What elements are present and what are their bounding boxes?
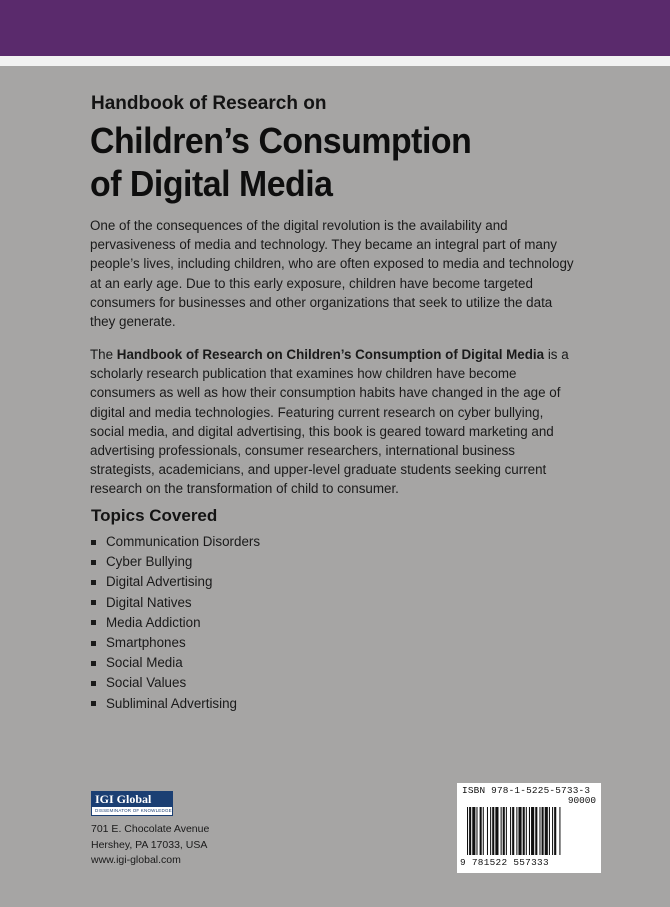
bullet-icon: [91, 560, 96, 565]
publisher-address: [91, 822, 209, 869]
address-street: 701 E. Chocolate Avenue: [91, 823, 210, 835]
isbn-text: ISBN 978-1-5225-5733-3: [462, 785, 591, 796]
description-paragraph-2: [90, 345, 580, 499]
topic-label: Media Addiction: [106, 614, 201, 630]
paragraph2-book-title: Handbook of Research on Children’s Consumption of Digital Media: [116, 347, 545, 362]
topics-heading: Topics Covered: [91, 506, 218, 525]
topic-item: [91, 613, 260, 633]
topic-item: [91, 673, 260, 693]
paragraph2-prefix: The: [90, 347, 117, 362]
topic-label: Smartphones: [106, 634, 186, 650]
topic-label: Communication Disorders: [106, 534, 261, 549]
publisher-logo: [91, 791, 173, 816]
topics-list: [91, 532, 260, 714]
barcode-number: 9 781522 557333: [460, 857, 549, 868]
pre-title: Handbook of Research on: [91, 93, 327, 114]
book-title: [90, 119, 471, 205]
topic-item: [91, 552, 260, 572]
separator-stripe: [0, 56, 670, 66]
bullet-icon: [91, 661, 96, 666]
address-city: Hershey, PA 17033, USA: [91, 838, 208, 851]
title-line-1: Children’s Consumption: [90, 120, 472, 161]
barcode-bars: [467, 807, 591, 855]
topic-item: [91, 532, 260, 552]
bullet-icon: [91, 701, 96, 706]
bullet-icon: [91, 681, 96, 686]
bullet-icon: [91, 540, 96, 545]
publisher-website: www.igi-global.com: [91, 854, 181, 866]
bullet-icon: [91, 620, 96, 625]
description-paragraph-1: One of the consequences of the digital revolution is the availability and pervasiveness of media and technology. They became an integral part of many people’s lives, including children, who are often exposed to media and technology at an early age. Due to this early exposure, children have become targeted consumers for businesses and other organizations that seek to utilize the data they generate.: [90, 218, 574, 330]
topic-label: Social Values: [106, 675, 187, 691]
logo-name: IGI Global: [92, 792, 172, 807]
topic-item: [91, 572, 260, 592]
logo-tagline: DISSEMINATOR OF KNOWLEDGE: [95, 808, 172, 813]
bullet-icon: [91, 600, 96, 605]
topic-label: Cyber Bullying: [106, 554, 193, 570]
topic-item: [91, 593, 260, 613]
bullet-icon: [91, 641, 96, 646]
topic-label: Digital Advertising: [106, 574, 213, 590]
bullet-icon: [91, 580, 96, 585]
price-code: 90000: [567, 795, 596, 806]
topic-label: Digital Natives: [106, 594, 192, 610]
title-line-2: of Digital Media: [90, 163, 333, 204]
topic-label: Social Media: [106, 655, 183, 671]
top-color-band: [0, 0, 670, 56]
topic-item: [91, 653, 260, 673]
barcode-panel: [457, 783, 601, 873]
topic-item: [91, 694, 260, 714]
paragraph2-text: is a scholarly research publication that examines how children have become consumers as well as how their consumption habits have changed in the age of digital and media technologies. Featuring current research on cyber bullying, social media, and digital advertising, this book is geared toward marketing and advertising professionals, consumer researchers, international business strategists, academicians, and upper-level graduate students seeking current research on the transformation of child to consumer.: [90, 347, 569, 497]
topic-label: Subliminal Advertising: [106, 695, 237, 711]
topic-item: [91, 633, 260, 653]
